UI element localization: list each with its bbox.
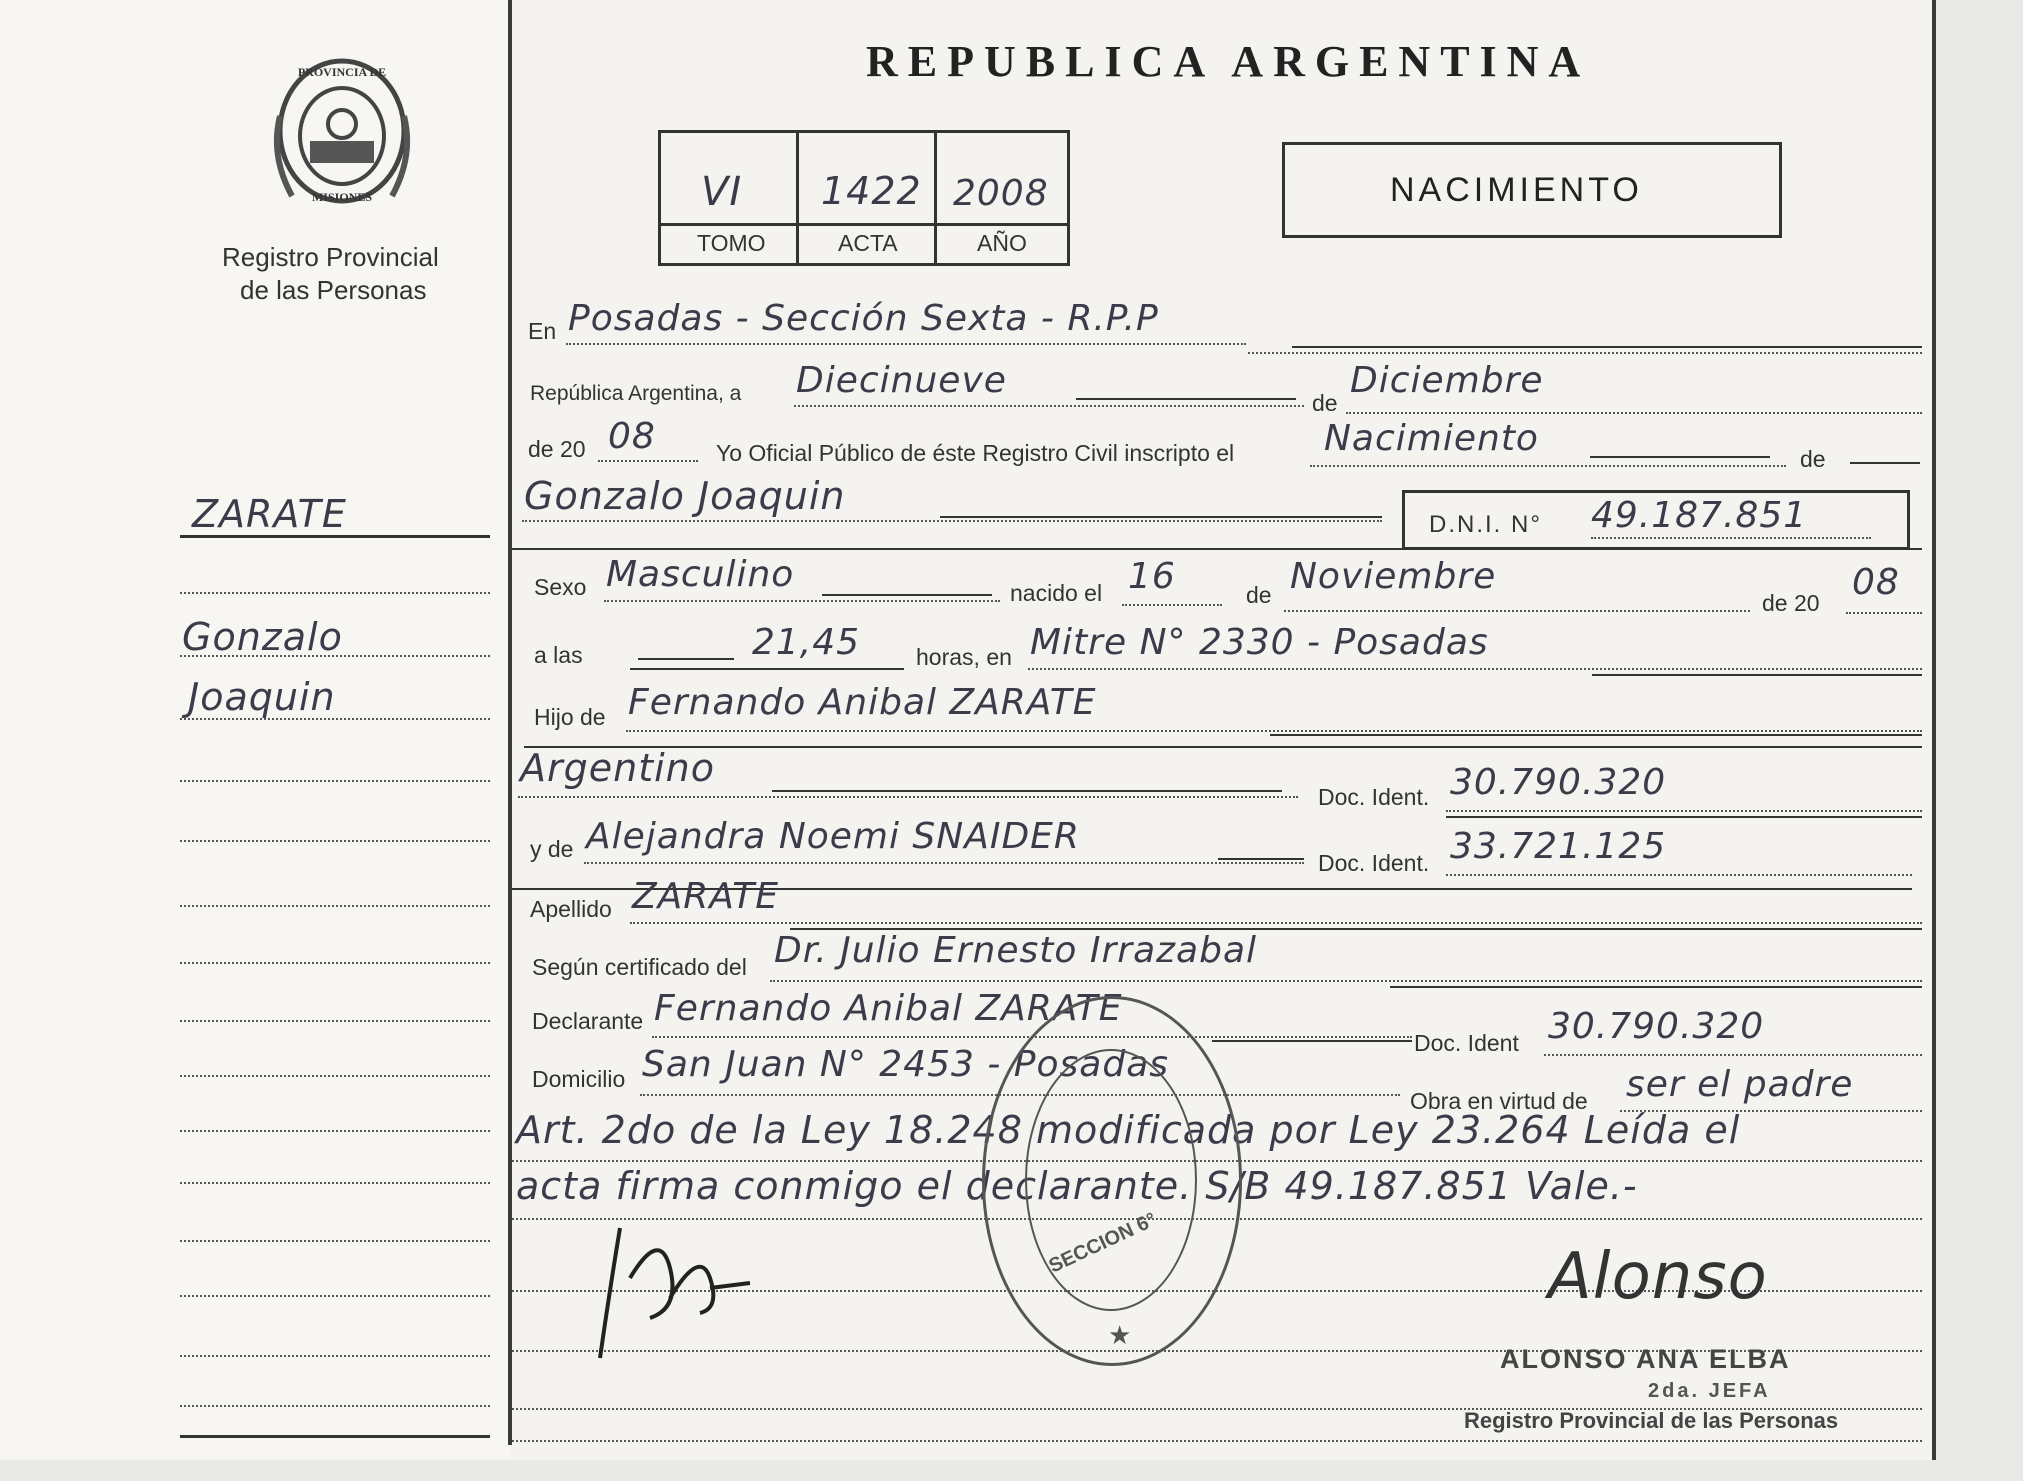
acta-label: ACTA [838, 230, 898, 256]
seal-star-icon: ★ [1108, 1320, 1132, 1350]
domicilio-value: San Juan N° 2453 - Posadas [642, 1044, 1170, 1085]
declarante-label: Declarante [532, 1008, 644, 1034]
declarante-doc-label: Doc. Ident [1414, 1030, 1519, 1056]
registry-name-line2: de las Personas [240, 275, 427, 305]
dni-box [1402, 490, 1910, 550]
anio-value: 2008 [953, 173, 1049, 214]
registrar-role: 2da. JEFA [1648, 1380, 1771, 1402]
republica-label: República Argentina, a [530, 382, 742, 405]
registrar-organization: Registro Provincial de las Personas [1464, 1408, 1839, 1433]
declarante-name: Fernando Anibal ZARATE [654, 988, 1123, 1029]
father-name: Fernando Anibal ZARATE [628, 682, 1097, 723]
legal-note-line2: acta firma conmigo el declarante. S/B 49.187.851 Vale.- [516, 1164, 1638, 1208]
registrar-name: ALONSO ANA ELBA [1500, 1344, 1791, 1374]
inscripto-value: Nacimiento [1324, 418, 1539, 459]
mother-name: Alejandra Noemi SNAIDER [586, 816, 1080, 857]
hijo-label: Hijo de [534, 704, 606, 730]
registration-day: Diecinueve [796, 360, 1007, 401]
dni-number: 49.187.851 [1591, 495, 1808, 536]
registrar-signature: Alonso [1548, 1240, 1768, 1314]
seal-inner-text: SECCION 6° [1045, 1208, 1160, 1278]
margin-name-line1: Gonzalo [182, 615, 343, 659]
country-title: REPUBLICA ARGENTINA [866, 37, 1591, 86]
de-label-2: de [1800, 446, 1826, 472]
year-prefix-label: de 20 [528, 436, 586, 462]
acta-value: 1422 [821, 169, 922, 213]
declarante-doc-number: 30.790.320 [1548, 1006, 1765, 1047]
apellido-value: ZARATE [632, 876, 780, 917]
child-name: Gonzalo Joaquin [524, 474, 846, 518]
registry-name-line1: Registro Provincial [222, 242, 439, 272]
official-seal [982, 996, 1242, 1366]
emblem-top-text: PROVINCIA DE [297, 65, 387, 79]
birth-month: Noviembre [1290, 556, 1497, 597]
horas-label: horas, en [916, 644, 1012, 670]
record-number-box [658, 130, 1070, 266]
birth-day: 16 [1128, 556, 1176, 597]
father-nationality: Argentino [520, 746, 715, 790]
en-label: En [528, 318, 557, 344]
birth-hour: 21,45 [752, 622, 861, 663]
record-type-label: NACIMIENTO [1390, 171, 1643, 209]
obra-value: ser el padre [1626, 1064, 1854, 1105]
birth-year: 08 [1852, 562, 1900, 603]
dni-label: D.N.I. N° [1429, 511, 1542, 538]
margin-surname: ZARATE [192, 492, 347, 536]
declarante-signature-icon [560, 1208, 760, 1368]
anio-label: AÑO [977, 230, 1027, 256]
birth-place: Mitre N° 2330 - Posadas [1030, 622, 1489, 663]
tomo-label: TOMO [697, 230, 766, 256]
father-doc-number: 30.790.320 [1450, 762, 1667, 803]
father-doc-label: Doc. Ident. [1318, 784, 1430, 810]
de-label: de [1312, 390, 1338, 416]
yde-label: y de [530, 836, 574, 862]
margin-name-line2: Joaquin [188, 675, 336, 719]
alas-label: a las [534, 642, 583, 668]
apellido-label: Apellido [530, 896, 612, 922]
segun-label: Según certificado del [532, 954, 747, 980]
place-of-record: Posadas - Sección Sexta - R.P.P [568, 298, 1159, 339]
legal-note-line1: Art. 2do de la Ley 18.248 modificada por Ley 23.264 Leída el [516, 1108, 1741, 1152]
domicilio-label: Domicilio [532, 1066, 626, 1092]
sexo-label: Sexo [534, 574, 587, 600]
medical-certificate-issuer: Dr. Julio Ernesto Irrazabal [774, 930, 1258, 971]
registration-month: Diciembre [1350, 360, 1544, 401]
record-type-box [1282, 142, 1782, 238]
mother-doc-number: 33.721.125 [1450, 826, 1667, 867]
registration-year: 08 [608, 416, 656, 457]
de-label-3: de [1246, 582, 1272, 608]
mother-doc-label: Doc. Ident. [1318, 850, 1430, 876]
provincial-emblem-icon [262, 46, 422, 216]
emblem-bottom-text: MISIONES [311, 190, 373, 204]
nacido-label: nacido el [1010, 580, 1103, 606]
de20-label: de 20 [1762, 590, 1820, 616]
obra-label: Obra en virtud de [1410, 1088, 1588, 1114]
oficial-label: Yo Oficial Público de éste Registro Civil inscripto el [716, 440, 1235, 466]
tomo-value: VI [701, 169, 743, 215]
sexo-value: Masculino [606, 554, 795, 595]
